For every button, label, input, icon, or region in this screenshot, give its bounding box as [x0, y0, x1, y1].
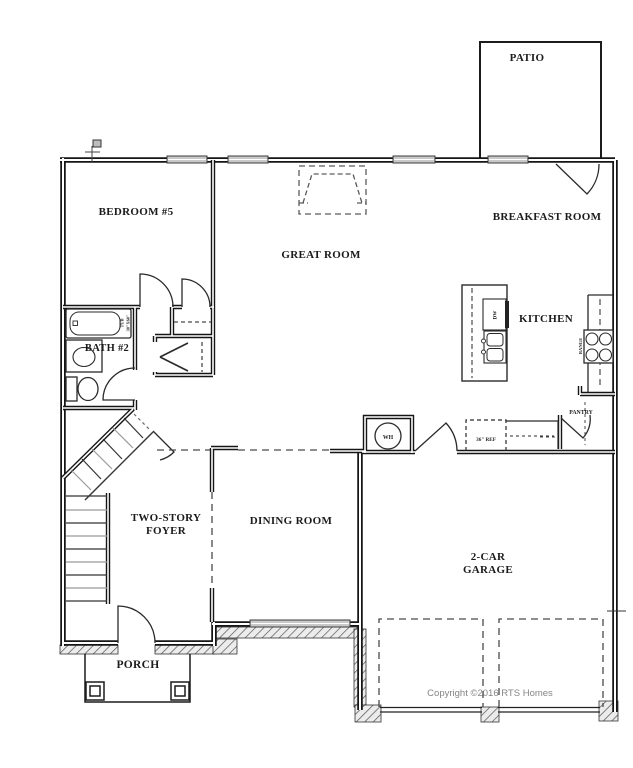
door-bath2 — [103, 368, 135, 400]
toilet-tank — [66, 377, 77, 401]
toilet-bowl — [78, 378, 98, 401]
kitchen-fixtures — [462, 285, 613, 451]
door-bedroom5 — [140, 274, 173, 307]
pantry-shelf-dashed — [540, 402, 585, 445]
label-foyer-line2: FOYER — [146, 525, 186, 537]
door-front-entry — [118, 606, 155, 643]
label-bedroom5: BEDROOM #5 — [98, 206, 174, 218]
label-breakfast-room: BREAKFAST ROOM — [492, 211, 602, 223]
label-garage-line2: GARAGE — [462, 564, 514, 576]
interior-walls — [63, 160, 615, 622]
refrigerator-space — [466, 420, 506, 451]
label-dining-room: DINING ROOM — [249, 515, 333, 527]
door-linen-closet — [160, 343, 188, 371]
fireplace-optional — [299, 166, 366, 214]
label-patio: PATIO — [509, 52, 545, 64]
label-foyer-line1: TWO-STORY — [130, 512, 202, 524]
door-under-stair — [153, 431, 174, 460]
doors — [103, 164, 599, 643]
label-water-heater: WH — [382, 435, 394, 441]
porch-column-right — [171, 682, 189, 700]
door-pantry — [561, 415, 590, 438]
stair-straight-run — [66, 496, 107, 601]
stair-stringer — [85, 432, 153, 500]
label-range: RANGE — [578, 337, 583, 355]
copyright-text: Copyright ©2016 RTS Homes — [427, 688, 553, 699]
label-tub-line1: TUB — [119, 318, 125, 328]
label-great-room: GREAT ROOM — [281, 249, 361, 261]
door-patio — [556, 164, 599, 194]
label-dishwasher: DW — [492, 310, 499, 320]
door-garage-entry — [415, 423, 457, 451]
label-bath2: BATH #2 — [84, 343, 130, 354]
label-refrigerator: 36" REF — [476, 437, 496, 443]
kitchen-counter-back — [506, 421, 558, 449]
label-garage-line1: 2-CAR — [470, 551, 506, 563]
label-kitchen: KITCHEN — [518, 313, 574, 325]
label-porch: PORCH — [116, 659, 160, 671]
label-tub-line2: 30"X60" — [125, 314, 131, 332]
door-bedroom-closet — [182, 279, 210, 307]
porch-column-left — [86, 682, 104, 700]
label-pantry: PANTRY — [569, 410, 593, 416]
